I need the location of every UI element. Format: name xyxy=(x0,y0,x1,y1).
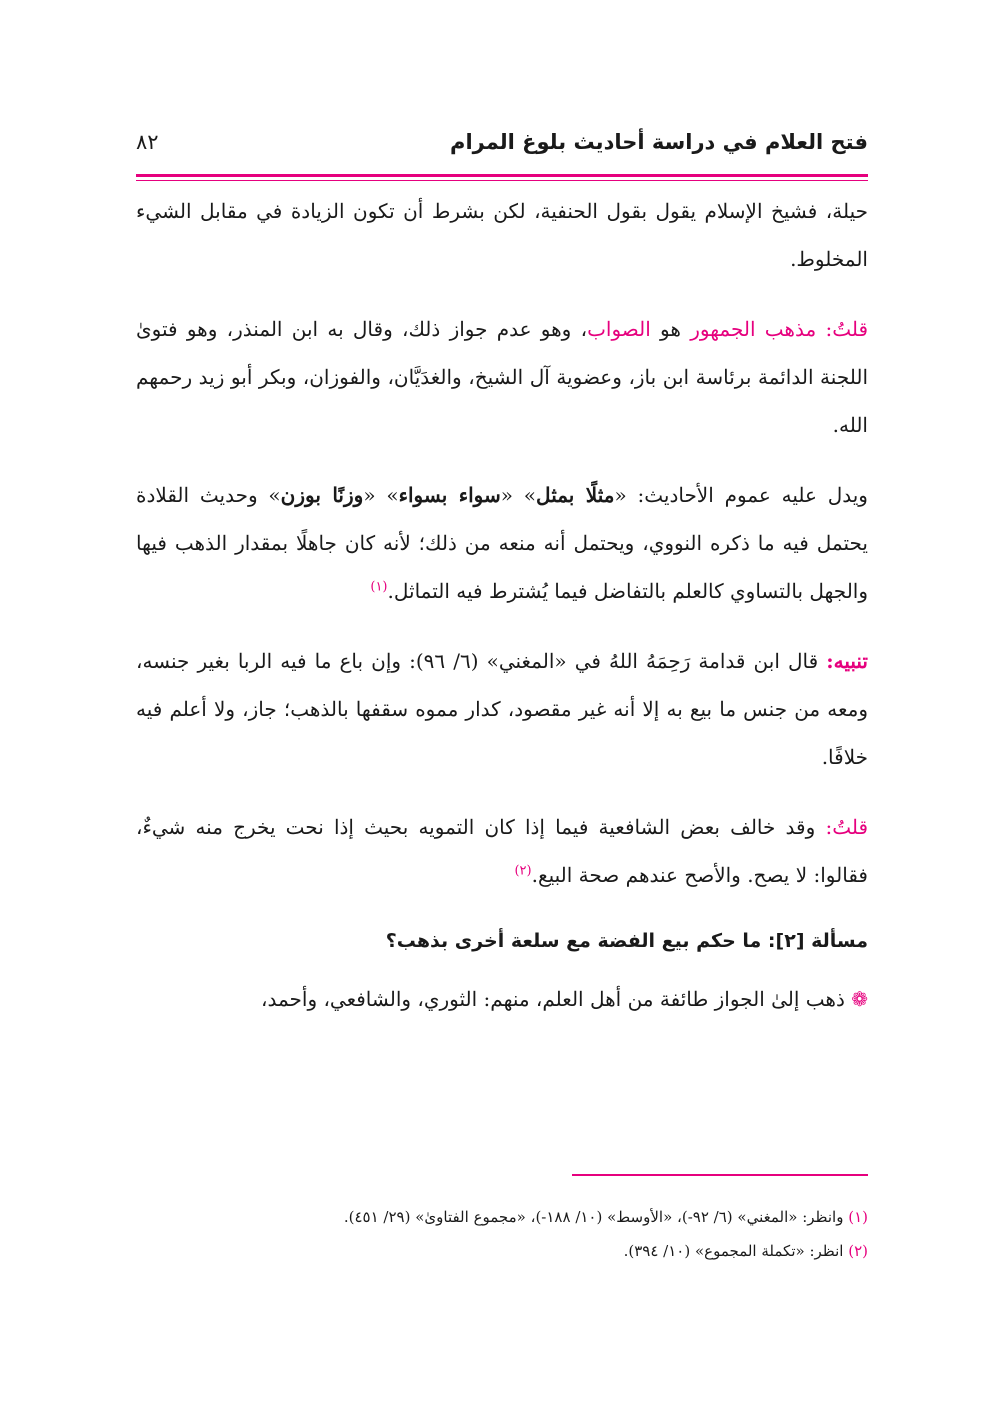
madhhab-phrase: مذهب الجمهور xyxy=(690,317,817,341)
paragraph-5-text: وقد خالف بعض الشافعية فيما إذا كان التمويه بحيث إذا نحت يخرج منه شيءٌ، فقالوا: لا يصح. والأصح عندهم صحة البيع. xyxy=(136,815,868,887)
paragraph-2-rest: ، وهو عدم جواز ذلك، وقال به ابن المنذر، وهو فتوىٰ اللجنة الدائمة برئاسة ابن باز، وعضوية آل الشيخ، والغدَيَّان، والفوزان، وبكر أبو زيد رحمهم الله. xyxy=(136,317,868,437)
paragraph-3-rest: » وحديث القلادة يحتمل فيه ما ذكره النووي، ويحتمل أنه منعه من ذلك؛ لأنه كان جاهلًا بمقدار الذهب فيها والجهل بالتساوي كالعلم بالتفاضل فيما يُشترط فيه التماثل. xyxy=(136,483,868,603)
footnote-1-number: (١) xyxy=(848,1208,868,1226)
qultu-label-2: قلتُ: xyxy=(825,815,869,839)
footnote-separator xyxy=(572,1174,868,1176)
hadith-phrase-3: وزنًا بوزن xyxy=(280,483,364,507)
paragraph-3-sep-1: » « xyxy=(500,483,537,507)
book-title: فتح العلام في دراسة أحاديث بلوغ المرام xyxy=(450,130,868,154)
paragraph-4 xyxy=(136,637,868,781)
question-heading: مسألة [٢]: ما حكم بيع الفضة مع سلعة أخرى بذهب؟ xyxy=(385,930,868,952)
paragraph-2 xyxy=(136,305,868,449)
paragraph-3 xyxy=(136,471,868,615)
paragraph-3-lead: ويدل عليه عموم الأحاديث: « xyxy=(614,483,868,507)
paragraph-1-text: حيلة، فشيخ الإسلام يقول بقول الحنفية، لكن بشرط أن تكون الزيادة في مقابل الشيء المخلوط. xyxy=(136,199,868,271)
footnotes xyxy=(136,1200,868,1268)
paragraph-1 xyxy=(136,187,868,283)
paragraph-6-text: ذهب إلىٰ الجواز طائفة من أهل العلم، منهم: الثوري، والشافعي، وأحمد، xyxy=(261,987,845,1011)
page-header xyxy=(136,120,868,172)
sawab-word: الصواب xyxy=(587,317,651,341)
paragraph-3-sep-2: » « xyxy=(363,483,399,507)
hadith-phrase-2: سواء بسواء xyxy=(398,483,501,507)
footnote-ref-1[interactable]: (١) xyxy=(370,579,388,595)
footnote-2 xyxy=(136,1234,868,1268)
paragraph-4-text: قال ابن قدامة رَحِمَهُ اللهُ في «المغني» (٦/ ٩٦): وإن باع ما فيه الربا بغير جنسه، ومعه من جنس ما بيع به إلا أنه غير مقصود، كدار مموه سقفها بالذهب؛ جاز، ولا أعلم فيه خلافًا. xyxy=(136,649,868,769)
page-number: ٨٢ xyxy=(136,130,159,154)
footnote-1 xyxy=(136,1200,868,1234)
paragraph-2-mid: هو xyxy=(660,317,681,341)
flower-ornament-icon: ❁ xyxy=(851,987,868,1011)
page xyxy=(136,120,868,1045)
footnote-2-number: (٢) xyxy=(848,1242,868,1260)
paragraph-5 xyxy=(136,803,868,899)
header-rule-thick xyxy=(136,174,868,177)
header-rule-thin xyxy=(136,180,868,181)
footnote-1-text: وانظر: «المغني» (٦/ ٩٢-)، «الأوسط» (١٠/ ١٨٨-)، «مجموع الفتاوىٰ» (٢٩/ ٤٥١). xyxy=(343,1208,844,1226)
body-text xyxy=(136,187,868,1023)
footnote-2-text: انظر: «تكملة المجموع» (١٠/ ٣٩٤). xyxy=(623,1242,844,1260)
paragraph-6 xyxy=(136,975,868,1023)
tanbih-label: تنبيه: xyxy=(826,649,868,673)
hadith-phrase-1: مثلًا بمثل xyxy=(536,483,615,507)
qultu-label: قلتُ: xyxy=(825,317,869,341)
footnote-ref-2[interactable]: (٢) xyxy=(514,863,532,879)
